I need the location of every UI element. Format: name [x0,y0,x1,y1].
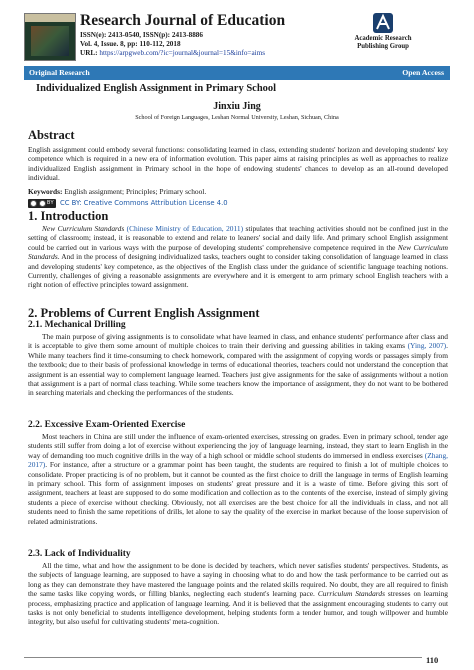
subsection-lack-of-individuality-heading: 2.3. Lack of Individuality [28,549,131,559]
journal-url-label: URL: [80,49,98,57]
journal-url-link[interactable]: https://arpgweb.com/?ic=journal&journal=15&info=aims [99,49,266,57]
subsection-mechanical-drilling-heading: 2.1. Mechanical Drilling [28,320,126,330]
exam-oriented-paragraph: Most teachers in China are still under the influence of exam-oriented exercises, stressing on grades. Even in primary school, tender age students still suffer from doing a lot of exercise without experiencing the joy of language learning, instead, they start to learn English in the way of demanding too much cognitive drills in the way of a high school or middle school students do immersed in endless exercises (Zhang, 2017). For instance, after a structure or a grammar point has been taught, the students are required to finish a lot of multiple choices to consolidate. Proper practicing is of no problem, but it cannot be counted as the first choice to drill the language in terms of English learning in primary school. This form of assignment imposes on students' great pressure and it is a waste of time. Before giving this sort of assignment, teachers at least are supposed to do some modification and collection as to the contents of the exercise, instead of simply giving students a piece of exercise without checking. Obviously, not all exercises are the best choice for all the individuals in class, and not all students need to finish the same repetitions of drills, let alone to say the quality of the exercise in market because of the loose supervision of related administrations. [28,432,448,526]
mechanical-drilling-paragraph: The main purpose of giving assignments is to consolidate what have learned in class, and enhance students' performance after class and it is acceptable to give them some amount of multiple choices to train their deriving and guessing abilities in taking exams (Ying, 2007). While many teachers find it time-consuming to check homework, compared with the assignment of copying words or passages simply from the textbook; due to their basis of professional knowledge in terms of educational theories, teachers could not understand the conception that assignment is an essential way to complement language learned. Teachers just give assignments for the sake of assignments without a notion that assignment is a part of normal class teaching. While some teachers know the importance of assignment, they do not want to be bothered in searching materials and checking the performances of the students. [28,332,448,398]
lack-of-individuality-paragraph: All the time, what and how the assignment to be done is decided by teachers, which never satisfies students' perspectives. Students, as the subjects of language learning, are supposed to have a saying in choosing what to do and how the task performance to be carried out as long as they can demonstrate they have mastered the language points and the related skills required. No doubt, they are all required to finish the same tasks like copying words, or filling blanks, neglecting each student's learning pace. Curriculum Standards stresses on learning process, emphasizing practice and application of language learning. And it is believed that the assignment encouraging students to carry out tasks is not only beneficial to students intelligence development, helping students form a tender humor, and tough willpower and humble integrity, but also useful for cultivating students' meta-cognition. [28,561,448,627]
section-introduction-heading: 1. Introduction [28,209,109,223]
footer-rule [24,657,422,658]
publisher-logo-icon [372,12,394,34]
article-type-label: Original Research [29,68,90,77]
journal-title: Research Journal of Education [80,12,286,29]
author-affiliation: School of Foreign Languages, Leshan Normal University, Leshan, Sichuan, China [135,114,339,121]
subsection-exam-oriented-heading: 2.2. Excessive Exam-Oriented Exercise [28,420,186,430]
keywords-label: Keywords: [28,187,63,196]
open-access-label: Open Access [402,68,444,77]
citation-link[interactable]: (Ying, 2007) [407,341,447,351]
cc-badge-text: BY [47,200,54,206]
keywords-value: English assignment; Principles; Primary school. [64,187,207,196]
citation-link[interactable]: (Zhang, 2017) [28,450,448,470]
section-problems-heading: 2. Problems of Current English Assignment [28,306,260,320]
abstract-text: English assignment could embody several functions: consolidating learned in class, extending students' horizon and developing students' key competence which is required in a new era of information evolution. This paper aims at raising principles as well as approaches to realize individualized English assignment in Primary school in the hope of endowing students' chances to develop as an all-round developed individual. [28,145,448,183]
abstract-heading: Abstract [28,128,75,142]
author-name: Jinxiu Jing [213,101,261,112]
license-link[interactable]: CC BY: Creative Commons Attribution License 4.0 [60,199,228,207]
article-type-bar [24,66,450,80]
publisher-name: Academic Research Publishing Group [354,35,412,50]
journal-header [0,0,474,66]
journal-issn: ISSN(e): 2413-0540, ISSN(p): 2413-8886 [80,31,203,39]
introduction-paragraph: New Curriculum Standards (Chinese Ministry of Education, 2011) stipulates that teaching activities should not be confined just in the setting of classroom; instead, it is reasonable to extend and relate to leaners' social and daily life. And primary school English assignment could be carried out in various ways with the purpose of developing students' comprehensive competence required in the New Curriculum Standards. And in the process of designing individualized tasks, teachers ought to consider taking consolidation of language learned in class and developing students' key competence, as the objectives of the English class under the guidance of scientific language teaching notions. Currently, challenges of giving a reasonable assignments are everywhere and it is emergent to arm primary school English teachers with a right notion of effective principles toward assignment. [28,224,448,290]
paper-title: Individualized English Assignment in Primary School [36,83,277,94]
cc-license-icon [28,199,56,208]
journal-cover-thumbnail [24,13,76,61]
journal-url-line [80,49,265,57]
page-number: 110 [426,655,439,665]
keywords-line [28,187,206,196]
citation-link[interactable]: (Chinese Ministry of Education, 2011) [126,224,244,233]
journal-volume: Vol. 4, Issue. 8, pp: 110-112, 2018 [80,40,181,48]
